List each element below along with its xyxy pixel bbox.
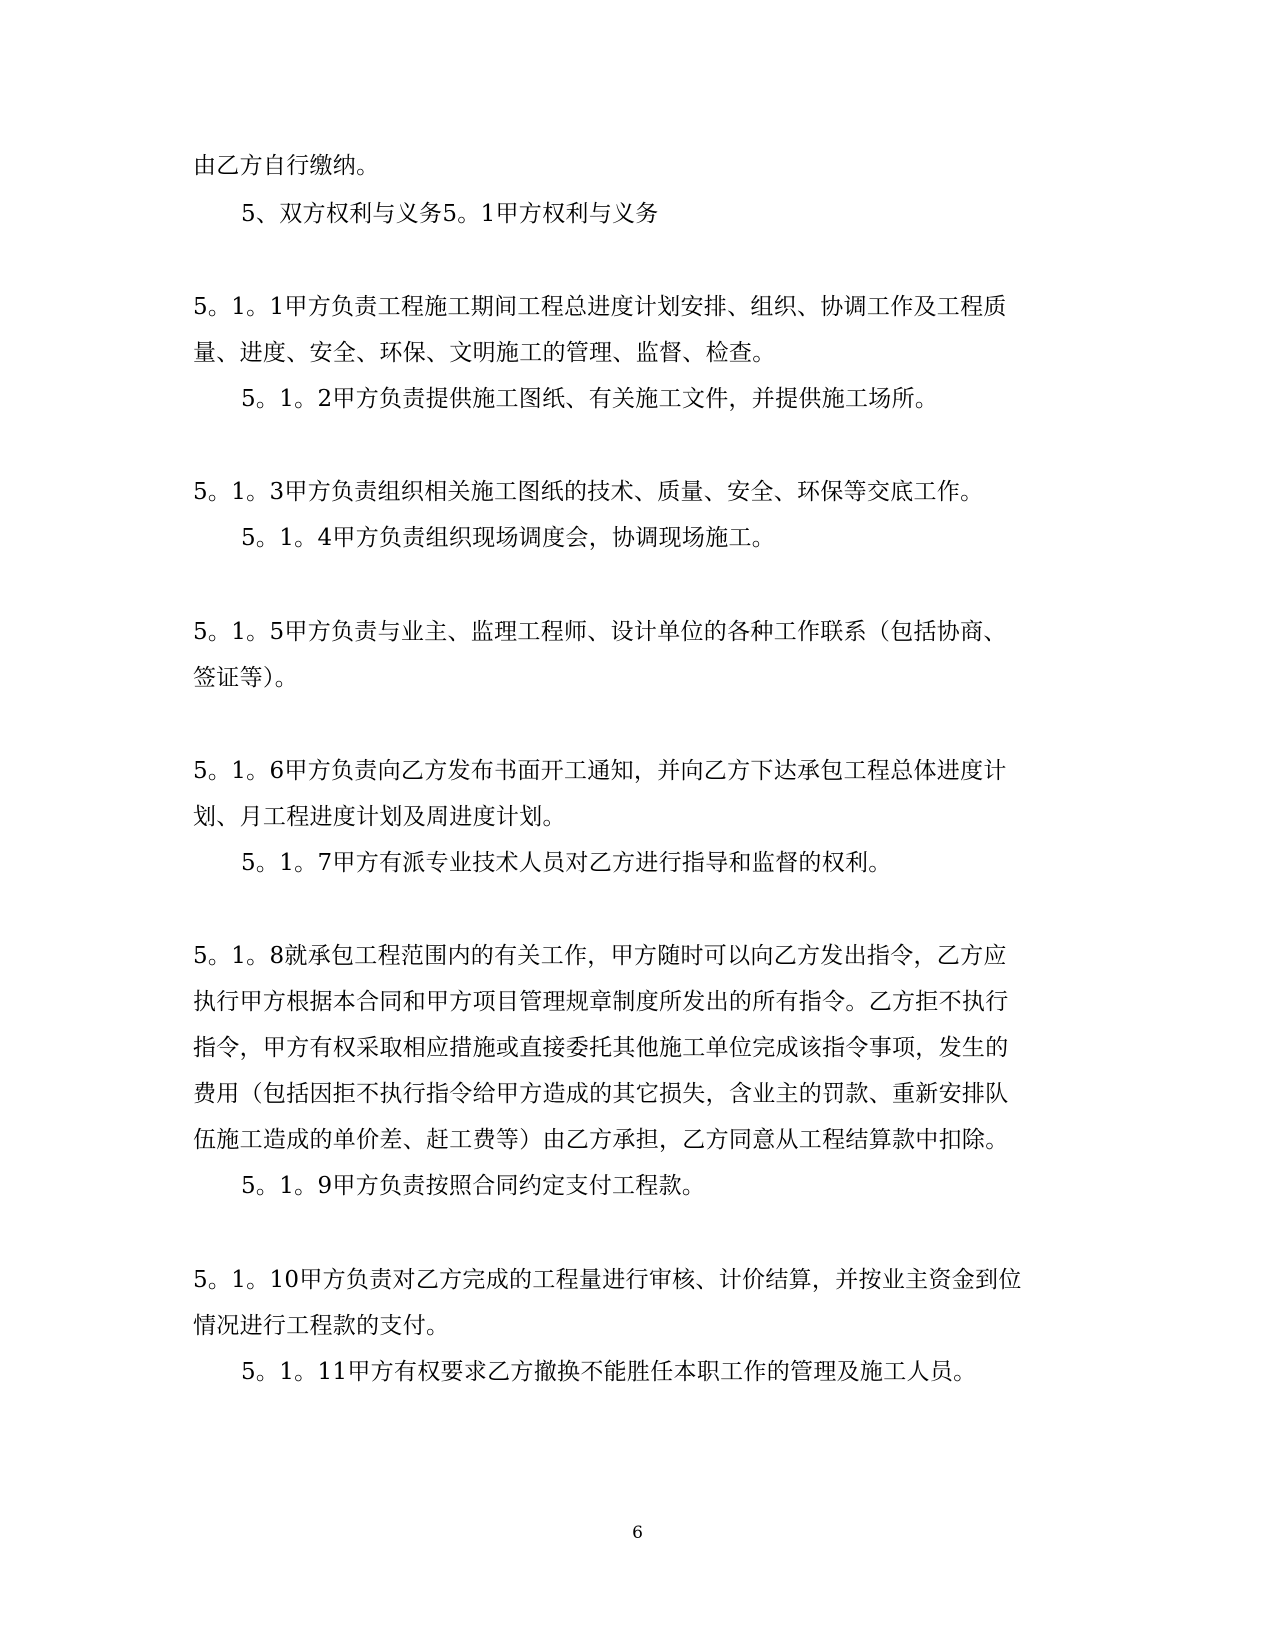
text-line: 情况进行工程款的支付。 [193,1313,450,1339]
text-line: 5。1。1甲方负责工程施工期间工程总进度计划安排、组织、协调工作及工程质 [193,294,1007,320]
text-line: 由乙方自行缴纳。 [193,153,380,179]
text-line: 5。1。2甲方负责提供施工图纸、有关施工文件，并提供施工场所。 [241,386,939,412]
text-line: 5。1。6甲方负责向乙方发布书面开工通知，并向乙方下达承包工程总体进度计 [193,758,1007,784]
text-line: 5。1。9甲方负责按照合同约定支付工程款。 [241,1173,706,1199]
text-line: 5。1。4甲方负责组织现场调度会，协调现场施工。 [241,525,776,551]
text-line: 签证等）。 [193,665,298,691]
text-line: 5。1。8就承包工程范围内的有关工作，甲方随时可以向乙方发出指令，乙方应 [193,943,1007,969]
page-number: 6 [632,1523,643,1543]
text-line: 5。1。11甲方有权要求乙方撤换不能胜任本职工作的管理及施工人员。 [241,1359,977,1385]
text-line: 5。1。7甲方有派专业技术人员对乙方进行指导和监督的权利。 [241,850,892,876]
text-line: 5。1。10甲方负责对乙方完成的工程量进行审核、计价结算，并按业主资金到位 [193,1267,1022,1293]
section-heading: 5、双方权利与义务5。1甲方权利与义务 [241,201,659,227]
text-line: 量、进度、安全、环保、文明施工的管理、监督、检查。 [193,340,776,366]
text-line: 5。1。3甲方负责组织相关施工图纸的技术、质量、安全、环保等交底工作。 [193,479,984,505]
text-line: 划、月工程进度计划及周进度计划。 [193,804,566,830]
text-line: 伍施工造成的单价差、赶工费等）由乙方承担，乙方同意从工程结算款中扣除。 [193,1127,1009,1153]
text-line: 5。1。5甲方负责与业主、监理工程师、设计单位的各种工作联系（包括协商、 [193,619,1007,645]
text-line: 执行甲方根据本合同和甲方项目管理规章制度所发出的所有指令。乙方拒不执行 [193,989,1009,1015]
text-line: 费用（包括因拒不执行指令给甲方造成的其它损失，含业主的罚款、重新安排队 [193,1081,1009,1107]
text-line: 指令，甲方有权采取相应措施或直接委托其他施工单位完成该指令事项，发生的 [193,1035,1009,1061]
